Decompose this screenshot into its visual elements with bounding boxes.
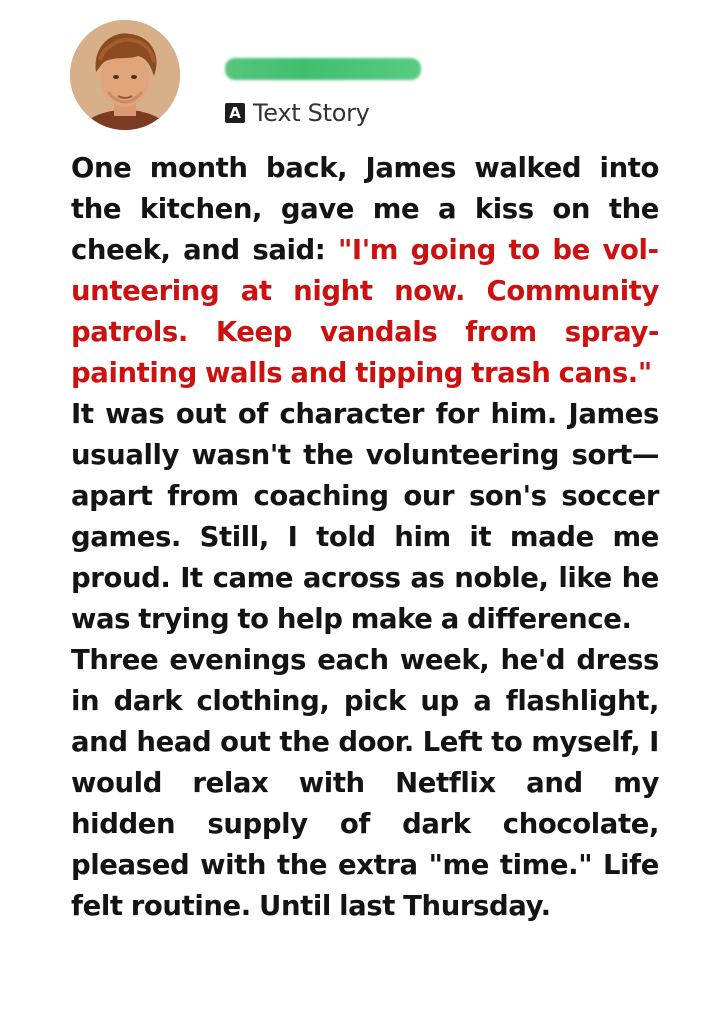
- story-header: [0, 0, 728, 140]
- story-body: [71, 148, 659, 927]
- tag-label: Text Story: [253, 99, 370, 127]
- letter-a-icon: A: [225, 103, 245, 123]
- avatar-portrait: [70, 20, 180, 130]
- story-paragraph-1-intro: One month back, James walked into the kitchen, gave me a kiss on the cheek, and said:: [71, 152, 659, 266]
- text-story-tag: [225, 98, 370, 128]
- story-paragraph-1-quote: "I'm going to be volunteering at night now. Community patrols. Keep vandals from spray-painting walls and tipping trash cans.": [71, 234, 659, 389]
- story-paragraph-3: Three evenings each week, he'd dress in dark clothing, pick up a flashlight, and head out the door. Left to myself, I would relax with Netflix and my hidden supply of dark chocolate, pleased with the extra "me time." Life felt routine. Until last Thursday.: [71, 644, 659, 922]
- story-paragraph-2: It was out of character for him. James usually wasn't the volunteering sort—apart from coaching our son's soccer games. Still, I told him it made me proud. It came across as noble, like he was trying to help make a difference.: [71, 398, 659, 635]
- story-paragraph-1: [71, 148, 659, 394]
- avatar[interactable]: [70, 20, 180, 130]
- redacted-author-name: [225, 58, 421, 80]
